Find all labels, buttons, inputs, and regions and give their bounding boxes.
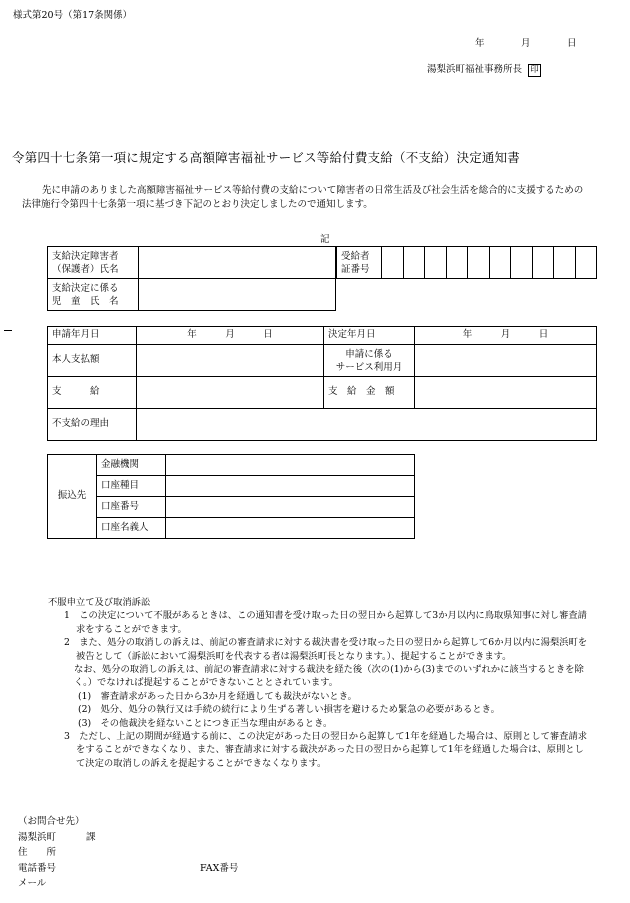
apply-date-label: 申請年月日 (48, 327, 137, 345)
form-number: 様式第20号（第17条関係） (13, 10, 133, 21)
recipient-digit-3[interactable] (425, 247, 447, 279)
account-holder-field[interactable] (166, 518, 415, 539)
payment-field[interactable] (137, 377, 324, 409)
decision-date-label: 決定年月日 (324, 327, 415, 345)
child-label: 支給決定に係る 児 童 氏 名 (48, 279, 139, 311)
appeal-heading: 不服申立て及び取消訴訟 (48, 597, 151, 608)
recipient-digit-4[interactable] (446, 247, 468, 279)
seal-stamp: 印 (528, 64, 541, 77)
service-month-label: 申請に係る サービス利用月 (324, 345, 415, 377)
recipient-label: 受給者 証番号 (337, 247, 382, 279)
contact-address: 住 所 (18, 847, 57, 858)
date-year-label: 年 (475, 38, 485, 49)
recipient-digit-2[interactable] (403, 247, 425, 279)
recipient-digit-1[interactable] (382, 247, 404, 279)
bank-field[interactable] (166, 455, 415, 476)
bank-label: 金融機関 (97, 455, 166, 476)
intro-text: 先に申請のありました高額障害福祉サービス等給付費の支給について障害者の日常生活及び社会生活を総合的に支援するための法律施行令第四十七条第一項に基づき下記のとおり決定しましたので通知します。 (22, 185, 584, 210)
child-name-field[interactable] (139, 279, 336, 311)
date-month-label: 月 (521, 38, 531, 49)
reason-field[interactable] (137, 409, 597, 441)
decision-date-field[interactable]: 年 月 日 (415, 327, 597, 345)
recipient-digit-10[interactable] (575, 247, 597, 279)
decision-table (47, 326, 597, 441)
payee-name-field[interactable] (139, 247, 336, 279)
recipient-digit-9[interactable] (554, 247, 576, 279)
account-number-field[interactable] (166, 497, 415, 518)
account-type-field[interactable] (166, 476, 415, 497)
appeal-item-1: 1 この決定について不服があるときは、この通知書を受け取った日の翌日から起算して3か月以内に鳥取県知事に対し審査請求をすることができます。 (64, 610, 587, 635)
account-number-label: 口座番号 (97, 497, 166, 518)
ki-label: 記 (320, 234, 330, 245)
payee-label: 支給決定障害者 （保護者）氏名 (48, 247, 139, 279)
date-day-label: 日 (567, 38, 577, 49)
appeal-notice (48, 596, 588, 770)
recipient-digit-8[interactable] (532, 247, 554, 279)
sender-block (427, 64, 541, 77)
apply-date-field[interactable]: 年 月 日 (137, 327, 324, 345)
recipient-digit-5[interactable] (468, 247, 490, 279)
sender-name: 湯梨浜町福祉事務所長 (427, 64, 523, 75)
recipient-digit-7[interactable] (511, 247, 533, 279)
contact-heading: （お問合せ先） (18, 816, 85, 827)
bank-table (47, 454, 415, 539)
contact-mail: メール (18, 878, 47, 889)
self-pay-field[interactable] (137, 345, 324, 377)
reason-label: 不支給の理由 (48, 409, 137, 441)
amount-label: 支 給 金 額 (324, 377, 415, 409)
appeal-item-3: 3 ただし、上記の期間が経過する前に、この決定があった日の翌日から起算して1年を経過した場合は、原則として審査請求をすることができなくなり、また、審査請求に対する裁決があった日の翌日から起算して1年を経過した場合は、原則として決定の取消しの訴えを提起することができなくなります。 (64, 731, 588, 769)
amount-field[interactable] (415, 377, 597, 409)
contact-block (18, 814, 238, 892)
contact-phone: 電話番号 FAX番号 (18, 862, 239, 874)
appeal-subitem-2: (2) 処分、処分の執行又は手続の続行により生ずる著しい損害を避けるため緊急の必要があるとき。 (78, 704, 500, 716)
fold-mark (4, 330, 12, 331)
recipient-table (336, 246, 597, 279)
appeal-item-2-note: なお、処分の取消しの訴えは、前記の審査請求に対する裁決を経た後（次の(1)から(3)までのいずれかに該当するときを除く。）でなければ提起することができないこととされています。 (74, 664, 584, 689)
transfer-label: 振込先 (48, 455, 97, 539)
payment-label: 支 給 (48, 377, 137, 409)
self-pay-label: 本人支払額 (48, 345, 137, 377)
contact-office: 湯梨浜町 課 (18, 831, 96, 843)
service-month-field[interactable] (415, 345, 597, 377)
account-type-label: 口座種目 (97, 476, 166, 497)
account-holder-label: 口座名義人 (97, 518, 166, 539)
payee-table (47, 246, 336, 311)
recipient-digit-6[interactable] (489, 247, 511, 279)
appeal-subitem-1: (1) 審査請求があった日から3か月を経過しても裁決がないとき。 (78, 690, 357, 702)
appeal-subitem-3: (3) その他裁決を経ないことにつき正当な理由があるとき。 (78, 717, 333, 729)
document-title: 令第四十七条第一項に規定する高額障害福祉サービス等給付費支給（不支給）決定通知書 (12, 150, 521, 165)
appeal-item-2: 2 また、処分の取消しの訴えは、前記の審査請求に対する裁決書を受け取った日の翌日から起算して6か月以内に湯梨浜町を被告として（訴訟において湯梨浜町を代表する者は湯梨浜町長となります。）、提起することができます。 (64, 637, 588, 662)
